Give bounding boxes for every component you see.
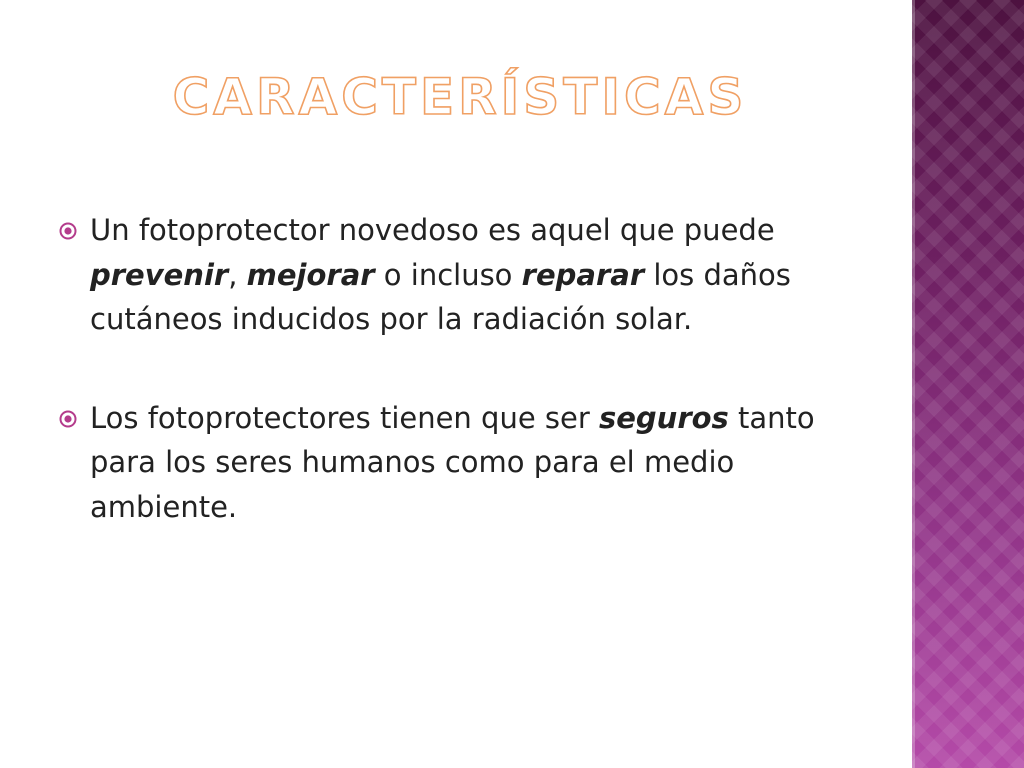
bullet-1-ending: los daños cutáneos inducidos por la radiación solar. bbox=[90, 257, 791, 336]
bullet-1-connector: o incluso bbox=[374, 257, 522, 292]
bullet-2-ending: tanto para los seres humanos como para el medio ambiente. bbox=[90, 400, 815, 524]
bullet-1-text: Un fotoprotector novedoso es aquel que puede bbox=[90, 213, 775, 247]
slide-title: CARACTERÍSTICAS bbox=[172, 68, 748, 126]
circled-dot-bullet-icon bbox=[58, 221, 78, 241]
keyword-reparar: reparar bbox=[521, 257, 645, 292]
keyword-seguros: seguros bbox=[598, 400, 729, 435]
bullet-item-1 bbox=[58, 208, 858, 342]
circled-dot-bullet-icon bbox=[58, 409, 78, 429]
bullet-item-2 bbox=[58, 396, 858, 530]
bullet-2-text: Los fotoprotectores tienen que ser bbox=[90, 400, 599, 435]
decorative-side-band bbox=[912, 0, 1024, 768]
keyword-mejorar: mejorar bbox=[246, 257, 375, 292]
bullet-1-separator: , bbox=[228, 257, 247, 292]
keyword-prevenir: prevenir bbox=[90, 257, 229, 292]
slide-content bbox=[58, 208, 858, 583]
